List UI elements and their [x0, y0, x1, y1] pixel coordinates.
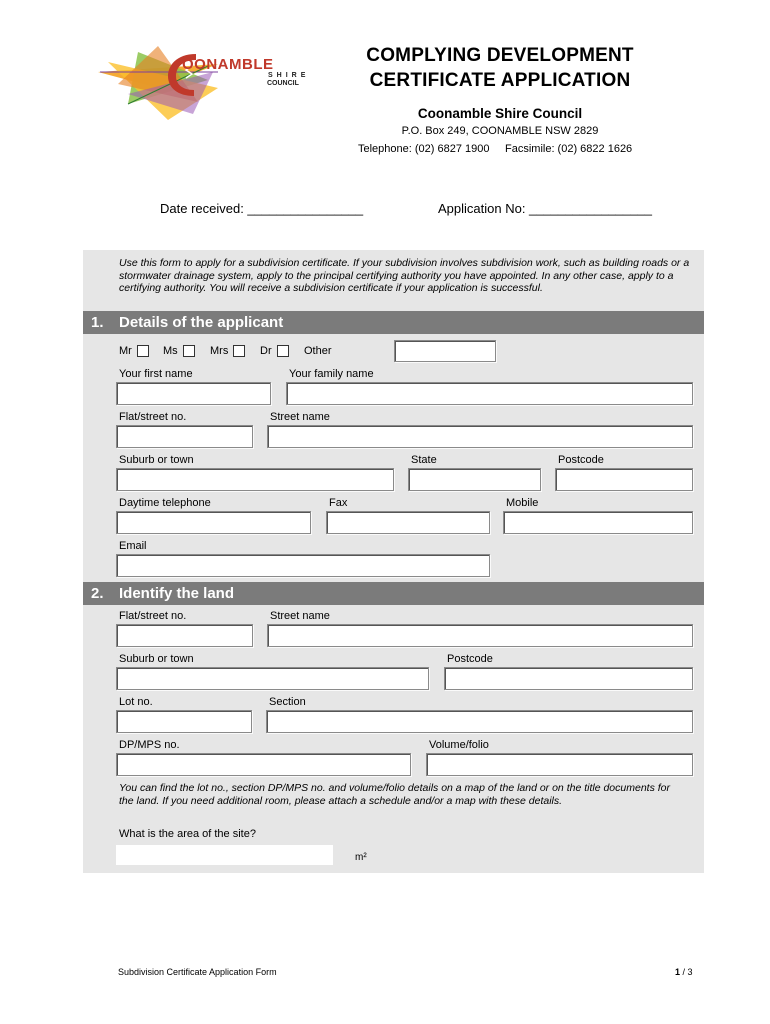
- applicant-state-input[interactable]: [408, 468, 541, 491]
- logo-shire: SHIRE: [268, 72, 310, 79]
- site-area-label: What is the area of the site?: [119, 828, 256, 840]
- section-input[interactable]: [266, 710, 693, 733]
- daytime-phone-input[interactable]: [116, 511, 311, 534]
- applicant-street-input[interactable]: [267, 425, 693, 448]
- first-name-label: Your first name: [119, 368, 193, 380]
- family-name-input[interactable]: [286, 382, 693, 405]
- date-received: Date received: ________________: [160, 201, 364, 216]
- email-input[interactable]: [116, 554, 490, 577]
- intro-text: Use this form to apply for a subdivision certificate. If your subdivision involves subdivision work, such as building roads or a stormwater drainage system, apply to the principal certifying authority you have appointed. In any other case, apply to a certifying authority. You will receive a subdivision certificate if your application is successful.: [119, 257, 690, 294]
- mobile-input[interactable]: [503, 511, 693, 534]
- land-street-input[interactable]: [267, 624, 693, 647]
- section2-number: 2.: [91, 585, 104, 602]
- dp-input[interactable]: [116, 753, 411, 776]
- logo-wordmark: OONAMBLE: [182, 56, 274, 73]
- applicant-suburb-label: Suburb or town: [119, 454, 194, 466]
- title-other-label: Other: [304, 345, 332, 357]
- title-other-input[interactable]: [394, 340, 496, 362]
- land-details-note: You can find the lot no., section DP/MPS no. and volume/folio details on a map of the land or on the title documents for the land. If you need additional room, please attach a schedule and/or a map with these details.: [119, 782, 670, 807]
- land-street-label: Street name: [270, 610, 330, 622]
- lot-input[interactable]: [116, 710, 252, 733]
- applicant-state-label: State: [411, 454, 437, 466]
- first-name-input[interactable]: [116, 382, 271, 405]
- title-dr-checkbox[interactable]: [277, 345, 289, 357]
- lot-label: Lot no.: [119, 696, 153, 708]
- title-ms-checkbox[interactable]: [183, 345, 195, 357]
- applicant-postcode-input[interactable]: [555, 468, 693, 491]
- volume-label: Volume/folio: [429, 739, 489, 751]
- applicant-postcode-label: Postcode: [558, 454, 604, 466]
- site-area-unit: m²: [355, 852, 367, 863]
- applicant-street-label: Street name: [270, 411, 330, 423]
- daytime-phone-label: Daytime telephone: [119, 497, 211, 509]
- land-suburb-label: Suburb or town: [119, 653, 194, 665]
- fax-label: Fax: [329, 497, 348, 509]
- land-postcode-label: Postcode: [447, 653, 493, 665]
- land-suburb-input[interactable]: [116, 667, 429, 690]
- section1-number: 1.: [91, 314, 104, 331]
- section1-header: [83, 311, 704, 334]
- form-title-line2: CERTIFICATE APPLICATION: [369, 70, 631, 91]
- footer-form-name: Subdivision Certificate Application Form: [118, 967, 277, 977]
- family-name-label: Your family name: [289, 368, 374, 380]
- site-area-input[interactable]: [116, 845, 333, 865]
- land-postcode-input[interactable]: [444, 667, 693, 690]
- applicant-suburb-input[interactable]: [116, 468, 394, 491]
- land-flat-label: Flat/street no.: [119, 610, 187, 622]
- section2-title: Identify the land: [119, 585, 235, 602]
- title-ms-label: Ms: [163, 345, 178, 357]
- applicant-flat-input[interactable]: [116, 425, 253, 448]
- council-address: P.O. Box 249, COONAMBLE NSW 2829: [401, 125, 599, 137]
- applicant-flat-label: Flat/street no.: [119, 411, 187, 423]
- dp-label: DP/MPS no.: [119, 739, 180, 751]
- footer-page-total: / 3: [682, 967, 693, 977]
- footer-page-current: 1: [675, 967, 681, 977]
- title-mrs-label: Mrs: [210, 345, 229, 357]
- council-name: Coonamble Shire Council: [417, 106, 583, 121]
- email-label: Email: [119, 540, 147, 552]
- title-mr-checkbox[interactable]: [137, 345, 149, 357]
- section1-title: Details of the applicant: [119, 314, 284, 331]
- title-mrs-checkbox[interactable]: [233, 345, 245, 357]
- section2-header: [83, 582, 704, 605]
- mobile-label: Mobile: [506, 497, 539, 509]
- footer-page-number: [675, 967, 693, 977]
- council-facsimile: Facsimile: (02) 6822 1626: [505, 143, 633, 155]
- title-dr-label: Dr: [260, 345, 272, 357]
- fax-input[interactable]: [326, 511, 490, 534]
- land-flat-input[interactable]: [116, 624, 253, 647]
- council-telephone: Telephone: (02) 6827 1900: [358, 143, 490, 155]
- application-no: Application No: _________________: [438, 201, 652, 216]
- title-mr-label: Mr: [119, 345, 132, 357]
- logo-council: COUNCIL: [267, 80, 299, 87]
- volume-input[interactable]: [426, 753, 693, 776]
- form-title-line1: COMPLYING DEVELOPMENT: [366, 45, 634, 66]
- section-label: Section: [269, 696, 306, 708]
